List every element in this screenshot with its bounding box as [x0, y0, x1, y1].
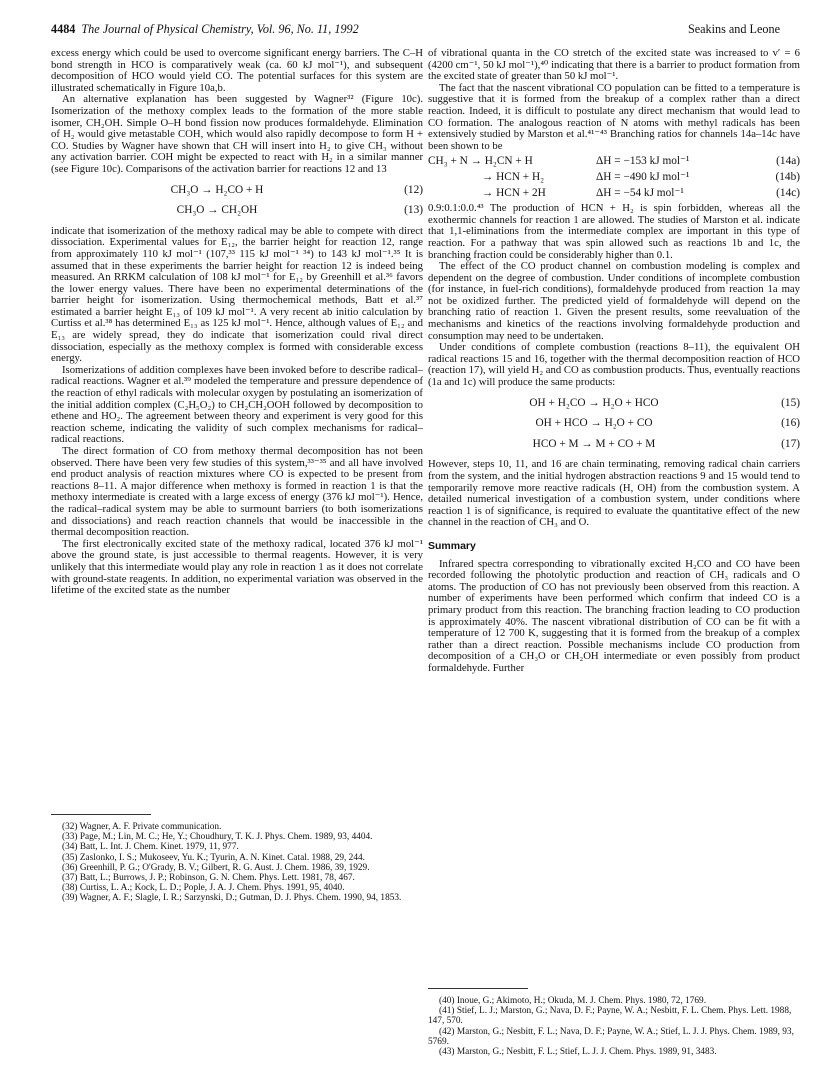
- footnotes-left: [51, 822, 423, 904]
- equation-17: [428, 439, 800, 451]
- footnote: (33) Page, M.; Lin, M. C.; He, Y.; Choudhury, T. K. J. Phys. Chem. 1989, 93, 4404.: [62, 832, 373, 843]
- equation-body: HCO + M → M + CO + M: [532, 437, 656, 450]
- equation-number: (12): [404, 183, 423, 196]
- equation-number: (15): [781, 396, 800, 409]
- header-left: [51, 22, 359, 38]
- footnote-rule: [428, 988, 528, 989]
- paragraph: An alternative explanation has been suggested by Wagner³² (Figure 10c). Isomerization of the methoxy complex leads to the formation of the more stable isomer, CH₂OH. Simple O–H bond fission now produces formaldehyde. Elimination of H₂ would give metastable COH, which would also rapidly decompose to form H + CO. Studies by Wagner have shown that CH will insert into H₂ to give CH₃ without any activation barrier. COH might be expected to react with H₂ in a similar manner (see Figure 10c). Comparisons of the activation barrier for reactions 12 and 13: [51, 93, 423, 175]
- equation-enthalpy: ΔH = −490 kJ mol⁻¹: [596, 170, 690, 183]
- footnote: (40) Inoue, G.; Akimoto, H.; Okuda, M. J. Chem. Phys. 1980, 72, 1769.: [439, 996, 707, 1006]
- equation-12: [51, 185, 423, 197]
- equation-reaction: → HCN + 2H: [482, 186, 546, 199]
- equation-body: OH + HCO → H₂O + CO: [535, 417, 653, 430]
- paragraph: The fact that the nascent vibrational CO population can be fitted to a temperature is suggestive that it is formed from the breakup of a complex rather than a direct reaction. Indeed, it is difficult to postulate any direct mechanism that would lead to CO formation. The analogous reaction of N atoms with methyl radicals has been extensively studied by Marston et al.⁴¹⁻⁴³ Branching ratios for channels 14a–14c have been shown to be: [428, 81, 800, 152]
- footnote: (32) Wagner, A. F. Private communication.: [62, 822, 222, 832]
- equation-number: (14b): [775, 170, 800, 183]
- equation-number: (16): [781, 417, 800, 430]
- running-header: [51, 22, 780, 38]
- paragraph: The direct formation of CO from methoxy thermal decomposition has not been observed. There have been very few studies of this system,³³⁻³⁵ and all have involved end product analysis of reaction mixtures where CO is expected to be present from reactions 8–11. A major difference when methoxy is formed in reaction 1 is that the methoxy intermediate is created with a large excess of energy (376 kJ mol⁻¹). Hence, the radical–radical system may be able to surmount barriers (to both isomerizations and dissociations) and reach reaction channels that would be inaccessible in the thermal decomposition reaction.: [51, 445, 423, 539]
- footnote: (37) Batt, L.; Burrows, J. P.; Robinson, G. N. Chem. Phys. Lett. 1981, 78, 467.: [62, 873, 355, 884]
- paragraph: However, steps 10, 11, and 16 are chain terminating, removing radical chain carriers from the system, and the initial hydrogen abstraction reactions 9 and 15 would tend to temporarily remove more reactive radicals (H, OH) from the combustion system. A detailed numerical investigation of a combustion system, under conditions where reaction 1 is of significance, is required to evaluate the quantitative effect of the new channel in the reaction of CH₃ and O.: [428, 458, 800, 529]
- footnote: (34) Batt, L. Int. J. Chem. Kinet. 1979, 11, 977.: [62, 842, 239, 853]
- paragraph: 0.9:0.1:0.0.⁴³ The production of HCN + H₂ is spin forbidden, whereas all the exothermic channels for reaction 1 are allowed. The studies of Marston et al. indicate that 1,1-eliminations from the intermediate complex are important in this type of reaction. For a pathway that was spin allowed such as reactions 1b and 1c, the branching fraction could be considerably higher than 0.1.: [428, 202, 800, 261]
- equation-13: [51, 205, 423, 217]
- footnote-rule: [51, 814, 151, 815]
- left-column: [51, 48, 423, 597]
- header-authors: Seakins and Leone: [687, 22, 780, 36]
- right-column: [428, 48, 800, 675]
- equation-14b: [428, 172, 800, 184]
- paragraph: of vibrational quanta in the CO stretch of the excited state was increased to v′ = 6 (4200 cm⁻¹, 50 kJ mol⁻¹),⁴⁰ indicating that there is a barrier to product formation from the excited state of greater than 50 kJ mol⁻¹.: [428, 47, 800, 83]
- journal-citation: The Journal of Physical Chemistry, Vol. 96, No. 11, 1992: [81, 22, 359, 36]
- paragraph: indicate that isomerization of the methoxy radical may be able to compete with direct dissociation. Experimental values for E₁₂, the barrier height for reaction 12, range from approximately 110 kJ mol⁻¹ (107,³³ 115 kJ mol⁻¹ ³⁴) to 143 kJ mol⁻¹.³⁵ It is assumed that in these experiments the barrier height for reaction 12 is indeed being measured. An RRKM calculation of 108 kJ mol⁻¹ for E₁₂ by Greenhill et al.³⁶ favors the lower energy values. There have been no experimental determinations of the barrier height for isomerization. Using thermochemical methods, Batt et al.³⁷ estimated a barrier height E₁₃ of 109 kJ mol⁻¹. A very recent ab initio calculation by Curtiss et al.³⁸ has determined E₁₃ as 125 kJ mol⁻¹. Hence, although values of E₁₂ and E₁₃ are widely spread, they do indicate that isomerization could rival direct dissociation, especially as the methoxy complex is formed with considerable excess energy.: [51, 224, 423, 365]
- equation-enthalpy: ΔH = −54 kJ mol⁻¹: [596, 186, 684, 199]
- footnote: (42) Marston, G.; Nesbitt, F. L.; Nava, D. F.; Payne, W. A.; Stief, L. J. J. Phys. Chem. 1989, 93, 5769.: [428, 1026, 794, 1047]
- footnote: (35) Zaslonko, I. S.; Mukoseev, Yu. K.; Tyurin, A. N. Kinet. Catal. 1988, 29, 244.: [62, 852, 365, 863]
- paragraph: The effect of the CO product channel on combustion modeling is complex and dependent on the degree of combustion. Under conditions of incomplete combustion (for instance, in fuel-rich conditions), formaldehyde produced from reaction 1a may not be oxidized further. The predicted yield of formaldehyde will depend on the branching ratio of reaction 1. Given the present results, some reevaluation of the mechanisms and kinetics of the reactions involving formaldehyde production and consumption may need to be undertaken.: [428, 260, 800, 342]
- footnotes-right: [428, 996, 800, 1057]
- equation-number: (13): [404, 204, 423, 217]
- equation-number: (14a): [776, 155, 800, 168]
- footnote: (39) Wagner, A. F.; Slagle, I. R.; Sarzynski, D.; Gutman, D. J. Phys. Chem. 1990, 94, 1853.: [62, 893, 402, 904]
- equation-16: [428, 418, 800, 430]
- equation-number: (17): [781, 437, 800, 450]
- footnote: (36) Greenhill, P. G.; O'Grady, B. V.; Gilbert, R. G. Aust. J. Chem. 1986, 39, 1929.: [62, 862, 370, 873]
- equation-reaction: CH₃ + N → H₂CN + H: [428, 155, 533, 168]
- footnote: (41) Stief, L. J.; Marston, G.; Nava, D. F.; Payne, W. A.; Nesbitt, F. L. Chem. Phys. Lett. 1988, 147, 570.: [428, 1006, 792, 1027]
- equation-14c: [428, 188, 800, 200]
- section-heading-summary: Summary: [428, 539, 476, 552]
- page-number: 4484: [51, 22, 76, 36]
- equation-reaction: → HCN + H₂: [482, 170, 545, 183]
- equation-14a: [428, 156, 800, 168]
- equation-body: CH₃O → CH₂OH: [176, 204, 258, 217]
- footnote: (38) Curtiss, L. A.; Kock, L. D.; Pople, J. A. J. Chem. Phys. 1991, 95, 4040.: [62, 883, 345, 894]
- equation-body: OH + H₂CO → H₂O + HCO: [529, 396, 659, 409]
- paragraph: The first electronically excited state of the methoxy radical, located 376 kJ mol⁻¹ above the ground state, is just accessible to thermal reagents. However, it is very unlikely that this intermediate would play any role in reaction 1 as it does not correlate with ground-state reagents. In addition, no experimental variation was observed in the lifetime of the excited state as the number: [51, 537, 423, 597]
- equation-enthalpy: ΔH = −153 kJ mol⁻¹: [596, 155, 690, 168]
- paragraph: Infrared spectra corresponding to vibrationally excited H₂CO and CO have been recorded following the photolytic production and reaction of CH₃ radicals and O atoms. The production of CO has not previously been observed from this reaction. A number of experiments have been performed which confirm that indeed CO is a primary product from this reaction. The branching fraction leading to CO production is approximately 40%. The nascent vibrational distribution of CO can be fit with a temperature of 12 700 K, suggesting that it is formed from the breakup of a complex rather than a direct reaction. Possible mechanisms include CO production from decomposition of a CH₃O or CH₂OH intermediate or even possibly from product formaldehyde. Further: [428, 557, 800, 674]
- equation-body: CH₃O → H₂CO + H: [170, 183, 264, 196]
- equation-15: [428, 398, 800, 410]
- footnote: (43) Marston, G.; Nesbitt, F. L.; Stief, L. J. J. Chem. Phys. 1989, 91, 3483.: [439, 1047, 717, 1058]
- paragraph: excess energy which could be used to overcome significant energy barriers. The C–H bond strength in HCO is comparatively weak (ca. 60 kJ mol⁻¹), and subsequent decomposition of HCO would yield CO. The potential surfaces for this system are illustrated schematically in Figure 10a,b.: [51, 47, 423, 94]
- paragraph: Under conditions of complete combustion (reactions 8–11), the equivalent OH radical reactions 15 and 16, together with the thermal decomposition reaction of HCO (reaction 17), will yield H₂ and CO as combustion products. Thus, eventually reactions (1a and 1c) will produce the same products:: [428, 341, 800, 389]
- paragraph: Isomerizations of addition complexes have been invoked before to describe radical–radical reactions. Wagner et al.³⁹ modeled the temperature and pressure dependence of the reaction of ethyl radicals with molecular oxygen by postulating an isomerization of the initial addition complex (C₂H₅O₂) to CH₂CH₂OOH followed by decomposition to ethene and HO₂. The agreement between theory and experiment is very good for this reaction scheme, indicating the validity of such complex mechanisms for radical–radical reactions.: [51, 363, 423, 446]
- equation-number: (14c): [776, 186, 800, 199]
